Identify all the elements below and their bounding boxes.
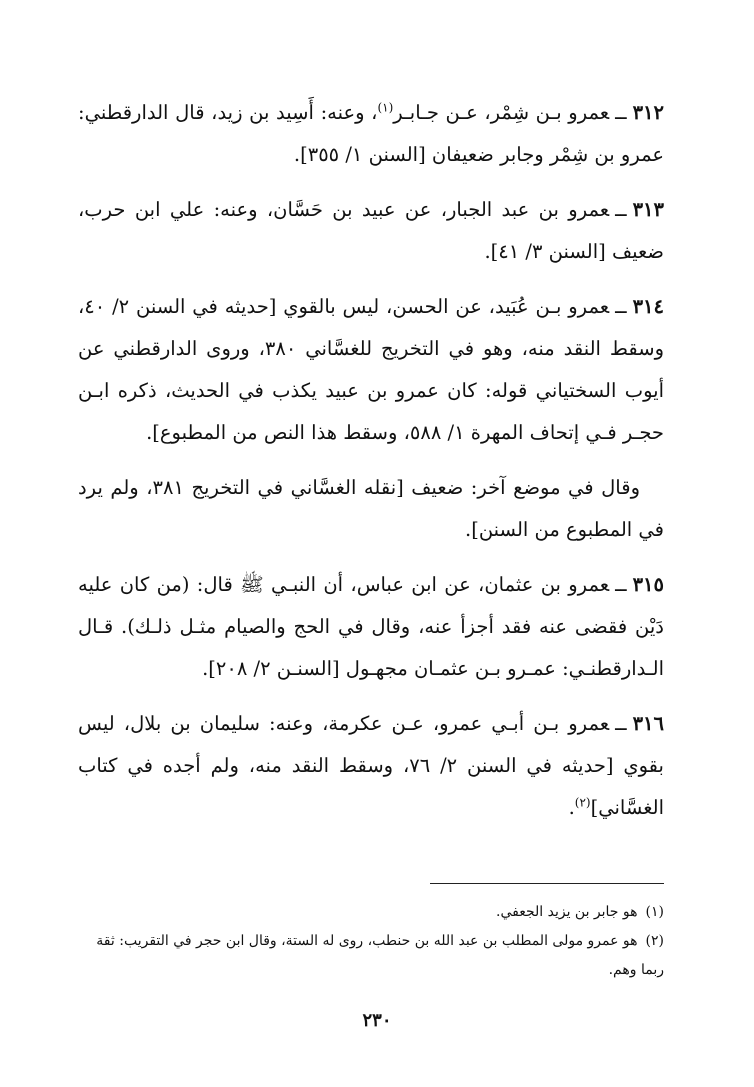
footnote-label: (٢)	[645, 933, 664, 949]
footnote-text: هو عمرو مولى المطلب بن عبد الله بن حنطب، روى له الستة، وقال ابن حجر في التقريب: ثقة ربما وهم.	[96, 933, 664, 978]
entry-315	[78, 564, 664, 690]
entry-number: ٣١٦	[632, 712, 664, 735]
page-number: ٢٣٠	[362, 1010, 392, 1031]
entry-dash: ــ	[615, 573, 627, 596]
footnote-divider	[430, 883, 664, 884]
entry-text: عمرو بـن عُبَيد، عن الحسن، ليس بالقوي [حديثه في السنن ٢/ ٤٠، وسقط النقد منه، وهو في التخريج للغسَّاني ٣٨٠، وروى الدارقطني عن أيوب السختياني قوله: كان عمرو بن عبيد يكذب في الحديث، ذكره ابـن حجـر فـي إتحاف المهرة ١/ ٥٨٨، وسقط هذا النص من المطبوع].	[78, 295, 664, 444]
entry-dash: ــ	[615, 101, 627, 124]
entry-text: عمرو بـن أبـي عمرو، عـن عكرمة، وعنه: سليمان بن بلال، ليس بقوي [حديثه في السنن ٢/ ٧٦، وسقط النقد منه، ولم أجده في كتاب الغسَّاني]	[78, 712, 664, 819]
entry-number: ٣١٥	[632, 573, 664, 596]
footnote-ref: (١)	[377, 100, 394, 115]
footnote-ref: (٢)	[574, 795, 591, 810]
entry-text: عمرو بن عثمان، عن ابن عباس، أن النبـي ﷺ قال: (من كان عليه دَيْن فقضى عنه فقد أجزأ عنه، وقال في الحج والصيام مثـل ذلـك). قـال الـدارقطنـي: عمـرو بـن عثمـان مجهـول [السنـن ٢/ ٢٠٨].	[78, 573, 664, 680]
entry-number: ٣١٤	[632, 295, 664, 318]
entry-text-cont: ، وعنه: أَسِيد بن زيد، قال الدارقطني: عمرو بن شِمْر وجابر ضعيفان [السنن ١/ ٣٥٥].	[78, 101, 664, 166]
footnote-text: هو جابر بن يزيد الجعفي.	[496, 904, 638, 920]
main-text	[78, 92, 664, 842]
entry-number: ٣١٣	[632, 198, 664, 221]
entry-314-continuation	[78, 467, 664, 551]
entry-text: وقال في موضع آخر: ضعيف [نقله الغسَّاني في التخريج ٣٨١، ولم يرد في المطبوع من السنن].	[78, 476, 664, 541]
footnote-label: (١)	[645, 904, 664, 920]
entry-text: عمرو بـن شِمْر، عـن جـابـر	[393, 101, 610, 124]
entry-316	[78, 703, 664, 829]
entry-dash: ــ	[615, 198, 627, 221]
footnote-1	[78, 898, 664, 927]
entry-number: ٣١٢	[632, 101, 664, 124]
footnote-2	[78, 927, 664, 985]
entry-313	[78, 189, 664, 273]
entry-dash: ــ	[615, 712, 627, 735]
entry-text-cont: .	[568, 796, 575, 819]
entry-314	[78, 286, 664, 454]
entry-312	[78, 92, 664, 176]
footnotes	[78, 898, 664, 985]
entry-dash: ــ	[615, 295, 627, 318]
entry-text: عمرو بن عبد الجبار، عن عبيد بن حَسَّان، وعنه: علي ابن حرب، ضعيف [السنن ٣/ ٤١].	[78, 198, 664, 263]
